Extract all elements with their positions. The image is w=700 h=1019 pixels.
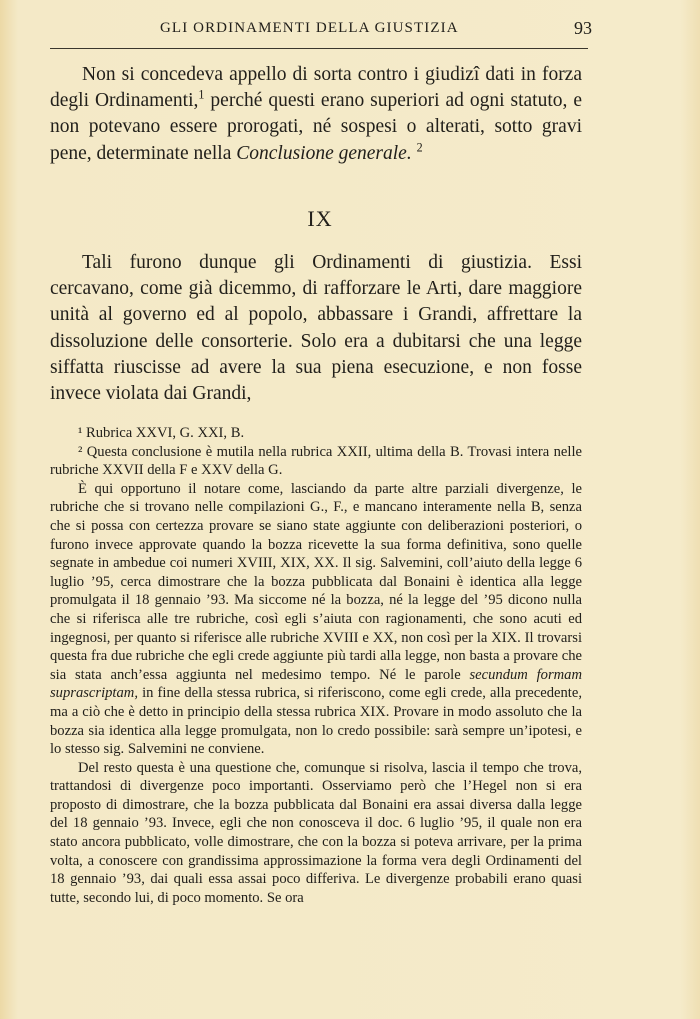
footnote-2: ² Questa conclusione è mutila nella rubrica XXII, ultima della B. Trovasi intera nelle rubriche XXVII della F e XXV della G. [50,443,582,479]
running-title: GLI ORDINAMENTI DELLA GIUSTIZIA [160,20,459,36]
footnote-ref-1: 1 [198,87,205,102]
paragraph-2 [50,250,582,407]
footnote-ref-2: 2 [416,140,423,155]
footnote-3 [50,480,582,759]
footnote-3-text-b: in fine della stessa rubrica, si riferiscono, come egli crede, alla precedente, ma a ciò che è detto in principio della stessa rubrica XIX. Provare in modo assoluto che la bozza sia identica alla legge promulgata, non lo credo possibile: sarà sempre un’ipotesi, e lo stesso sig. Salvemini ne conviene. [50,685,582,758]
footnote-3-italic: secundum formam suprascriptam, [50,666,582,702]
paragraph-1-text-b: perché questi erano superiori ad ogni statuto, e non potevano essere prorogati, né sospesi o alterati, sotto gravi pene, determinate nella [50,90,582,164]
footnote-1: ¹ Rubrica XXVI, G. XXI, B. [78,425,245,441]
footnote-3-text-a: È qui opportuno il notare come, lasciando da parte altre parziali divergenze, le rubriche che si trovano nelle compilazioni G., F., e mancano interamente nella B, senza che si possa con certezza provare se siano state aggiunte con deliberazioni posteriori, o furono invece approvate quando la bozza ricevette la sua forma definitiva, sono quelle segnate in ambedue coi numeri XVIII, XIX, XX. Il sig. Salvemini, coll’aiuto della legge 6 luglio ’95, cerca dimostrare che la bozza pubblicata dal Bonaini è identica alla legge promulgata il 18 gennaio ’93. Ma siccome né la bozza, né la legge del ’95 dicono nulla che si riferisca alle tre rubriche, così egli s’aiuta con ragionamenti, che sono acuti ed ingegnosi, per quanto si riferisce alle rubriche XVIII e XX, non così per la XIX. Il trovarsi questa fra due rubriche che egli crede aggiunte più tardi alla legge, non basta a provare che sia stata anch’essa aggiunta nel medesimo tempo. Né le parole [50,480,582,683]
page-header [50,18,592,44]
paragraph-1-text-a: Non si concedeva appello di sorta contro i giudizî dati in forza degli Ordinamenti, [50,64,582,112]
page-number: 93 [574,18,592,38]
paragraph-1-italic: Conclusione generale. [236,142,412,164]
paragraph-2-text: Tali furono dunque gli Ordinamenti di giustizia. Essi cercavano, come già dicemmo, di rafforzare le Arti, dare maggiore unità al governo ed al popolo, abbassare i Grandi, affrettare la dissoluzione delle consorterie. Solo era a dubitarsi che una legge siffatta riuscisse ad avere la sua piena esecuzione, e non fosse invece violata dai Grandi, [50,252,582,405]
paragraph-1 [50,62,582,167]
footnote-4: Del resto questa è una questione che, comunque si risolva, lascia il tempo che trova, trattandosi di divergenze poco importanti. Osserviamo però che l’Hegel non si era proposto di dimostrare, che la bozza pubblicata dal Bonaini era assai diversa dalla legge del 18 gennaio ’93. Invece, egli che non conosceva il doc. 6 luglio ’95, il quale non era stato ancora pubblicato, volle dimostrare, che con la bozza si poteva arrivare, per la prima volta, a conoscere con grandissima approssimazione la forma vera degli Ordinamenti del 18 gennaio ’93, dai quali essa assai poco differiva. Le divergenze probabili erano quasi tutte, secondo lui, di poco momento. Se ora [50,759,582,906]
footnotes [50,424,582,907]
header-rule [50,48,588,49]
section-heading: IX [307,206,333,231]
